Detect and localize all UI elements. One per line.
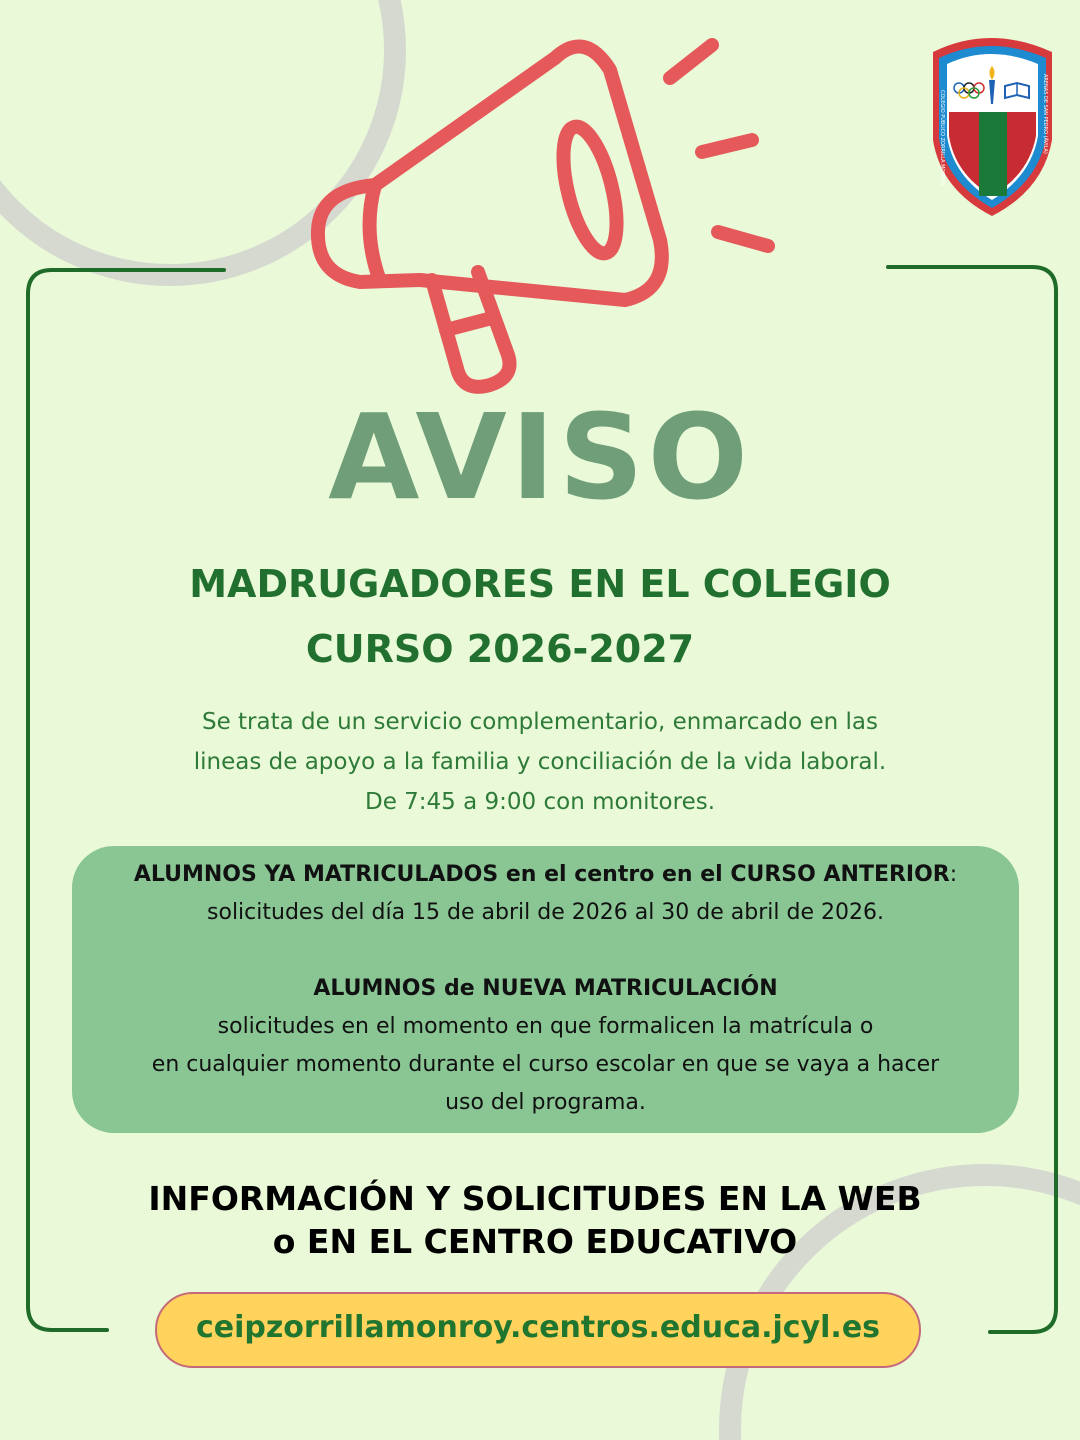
page-heading: AVISO: [328, 388, 752, 526]
new-students-line-3: uso del programa.: [445, 1090, 646, 1115]
existing-students-colon: :: [949, 862, 958, 887]
new-students-line-1: solicitudes en el momento en que formalicen la matrícula o: [217, 1014, 874, 1039]
svg-text:COLEGIO PÚBLICO ZORRILLA MONRO: COLEGIO PÚBLICO ZORRILLA MONROY: [939, 90, 945, 187]
description-line-2: lineas de apoyo a la familia y conciliación de la vida laboral.: [193, 749, 887, 775]
new-students-line-2: en cualquier momento durante el curso escolar en que se vaya a hacer: [151, 1052, 940, 1077]
existing-students-middle: en el centro en el: [498, 862, 731, 887]
school-crest-icon: [925, 30, 1060, 220]
enrollment-info-text: [72, 856, 1019, 1122]
existing-students-line: [72, 856, 1019, 894]
existing-students-label: ALUMNOS YA MATRICULADOS: [133, 862, 499, 887]
title-line-2: CURSO 2026-2027: [305, 627, 695, 671]
description-line-3: De 7:45 a 9:00 con monitores.: [364, 789, 716, 815]
existing-students-dates: solicitudes del día 15 de abril de 2026 al 30 de abril de 2026.: [207, 900, 884, 925]
service-description: [80, 702, 1000, 822]
new-students-heading: ALUMNOS de NUEVA MATRICULACIÓN: [313, 976, 778, 1001]
info-line-1: INFORMACIÓN Y SOLICITUDES EN LA WEB: [148, 1179, 922, 1218]
website-link[interactable]: ceipzorrillamonroy.centros.educa.jcyl.es: [195, 1310, 881, 1345]
title-line-1: MADRUGADORES EN EL COLEGIO: [189, 562, 891, 606]
info-line-2: o EN EL CENTRO EDUCATIVO: [272, 1222, 798, 1261]
svg-text:ARENAS DE SAN PEDRO (ÁVILA): ARENAS DE SAN PEDRO (ÁVILA): [1042, 74, 1048, 154]
description-line-1: Se trata de un servicio complementario, enmarcado en las: [201, 709, 879, 735]
megaphone-icon: [250, 20, 810, 400]
previous-course-label: CURSO ANTERIOR: [730, 862, 950, 887]
